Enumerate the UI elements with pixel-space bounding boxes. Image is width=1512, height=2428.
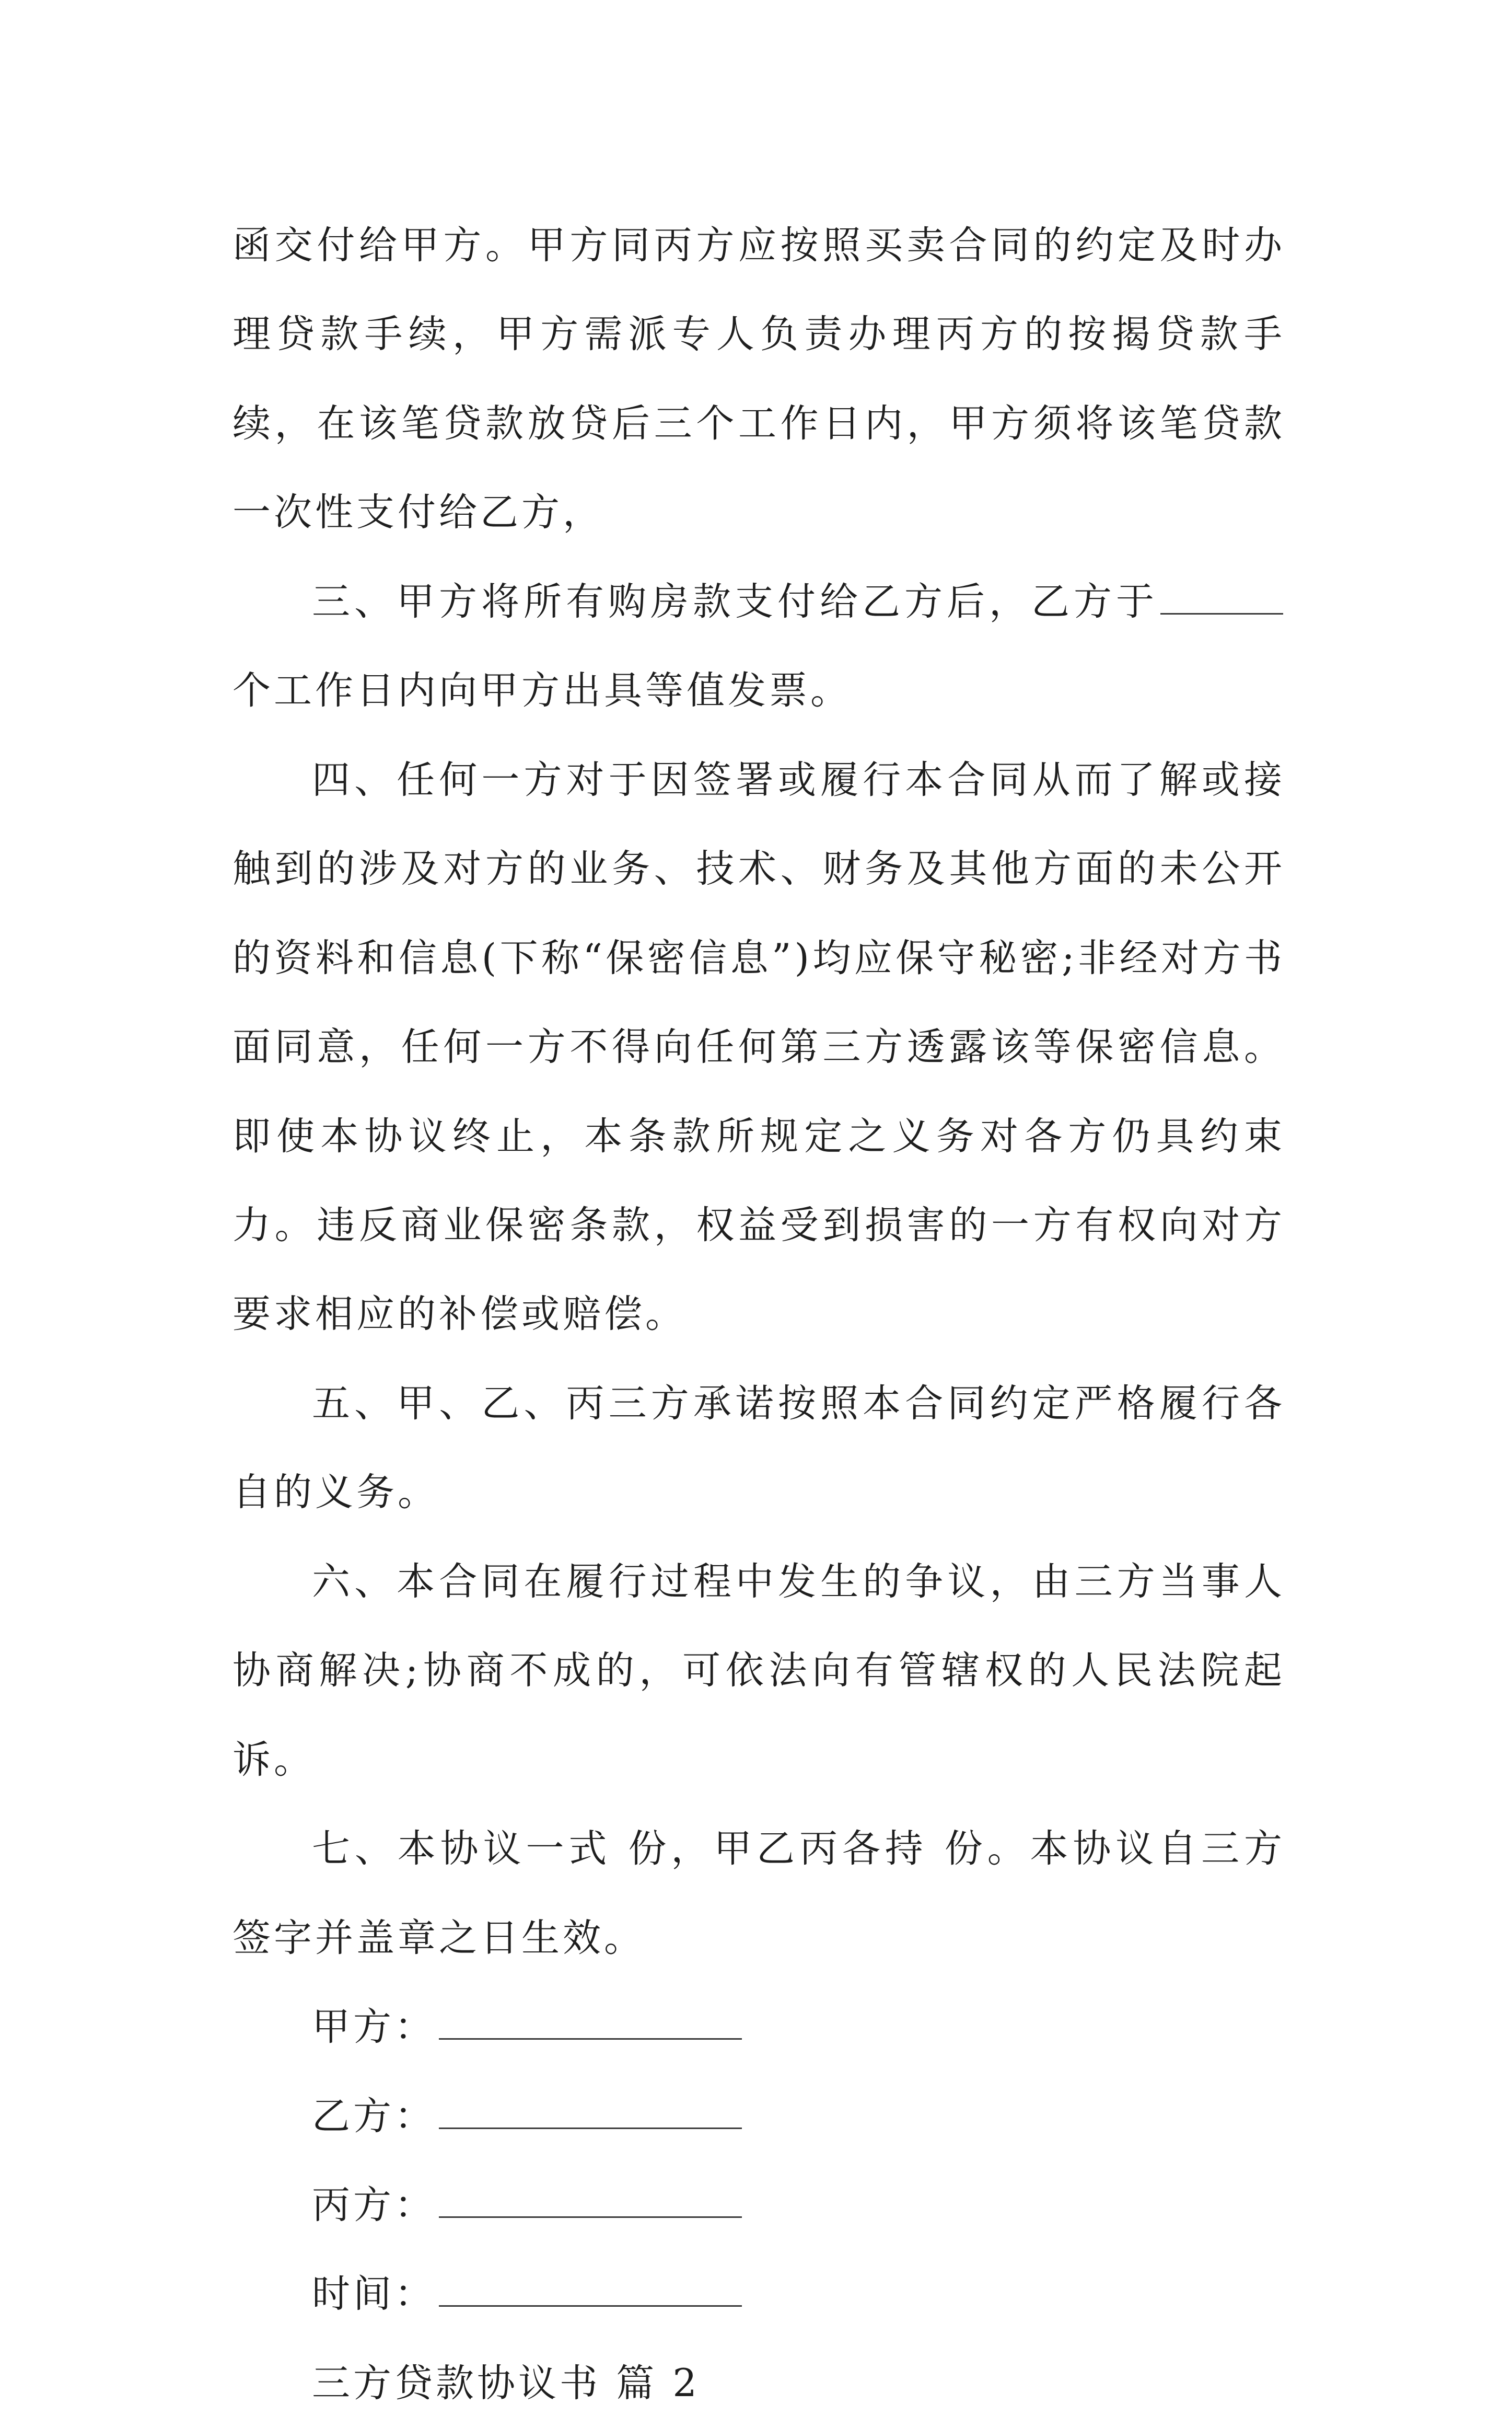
clause-six: 六、本合同在履行过程中发生的争议，由三方当事人协商解决;协商不成的，可依法向有管辖权的人民法院起诉。 [232,1559,1285,1782]
clause-three-text-after: 个工作日内向甲方出具等值发票。 [232,668,852,713]
signature-line [439,2178,742,2218]
signature-party-b [232,2072,1285,2161]
signature-label: 丙方： [312,2182,436,2227]
signature-label: 甲方： [312,2005,436,2050]
clause-five: 五、甲、乙、丙三方承诺按照本合同约定严格履行各自的义务。 [232,1381,1285,1515]
paragraph-continuation: 函交付给甲方。甲方同丙方应按照买卖合同的约定及时办理贷款手续，甲方需派专人负责办理丙方的按揭贷款手续，在该笔贷款放贷后三个工作日内，甲方须将该笔贷款一次性支付给乙方， [232,223,1285,535]
clause-three [232,558,1285,736]
signature-date [232,2250,1285,2339]
clause-three-text-before: 三、甲方将所有购房款支付给乙方后，乙方于 [312,579,1158,624]
signature-label: 时间： [312,2272,436,2317]
document-body [232,201,1285,2428]
signature-line [439,2089,742,2129]
signature-line [439,2000,742,2040]
clause-four: 四、任何一方对于因签署或履行本合同从而了解或接触到的涉及对方的业务、技术、财务及其他方面的未公开的资料和信息(下称“保密信息”)均应保守秘密;非经对方书面同意，任何一方不得向任何第三方透露该等保密信息。即使本协议终止，本条款所规定之义务对各方仍具约束力。违反商业保密条款，权益受到损害的一方有权向对方要求相应的补偿或赔偿。 [232,757,1285,1337]
signature-party-c [232,2161,1285,2250]
clause-seven: 七、本协议一式 份，甲乙丙各持 份。本协议自三方签字并盖章之日生效。 [232,1826,1285,1960]
days-blank [1160,575,1283,615]
section-heading: 三方贷款协议书 篇 2 [312,2361,700,2406]
signature-line [439,2267,742,2307]
signature-label: 乙方： [312,2094,436,2138]
signature-party-a [232,1983,1285,2072]
